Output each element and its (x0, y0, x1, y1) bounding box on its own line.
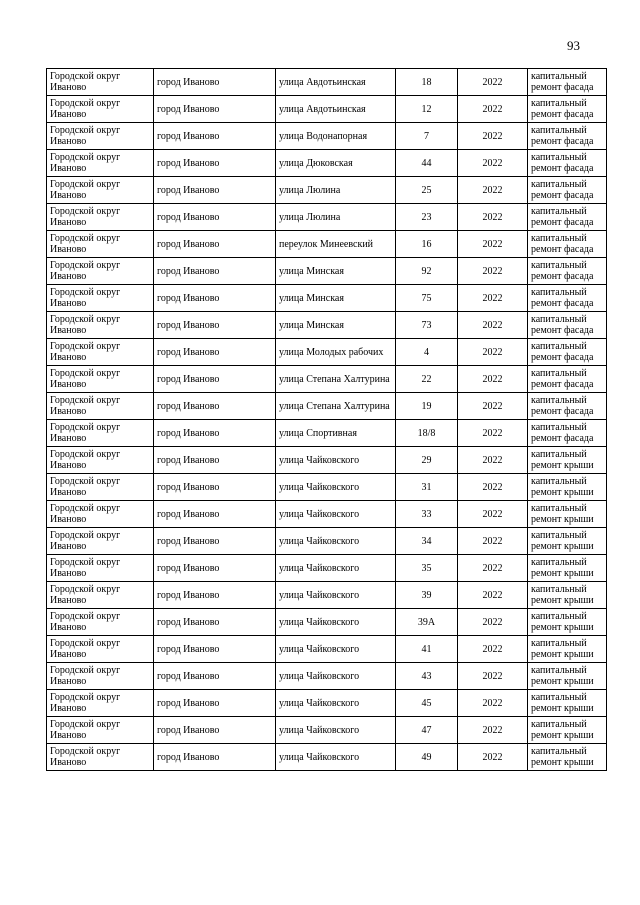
city-cell: город Иваново (154, 663, 276, 690)
municipal-district-cell: Городской округ Иваново (47, 285, 154, 312)
year-cell: 2022 (458, 501, 528, 528)
house-number-cell: 34 (396, 528, 458, 555)
city-cell: город Иваново (154, 636, 276, 663)
work-type-cell: капитальный ремонт фасада (528, 69, 607, 96)
city-cell: город Иваново (154, 447, 276, 474)
street-cell: улица Степана Халтурина (276, 366, 396, 393)
house-number-cell: 44 (396, 150, 458, 177)
municipal-district-cell: Городской округ Иваново (47, 447, 154, 474)
city-cell: город Иваново (154, 690, 276, 717)
year-cell: 2022 (458, 285, 528, 312)
street-cell: улица Водонапорная (276, 123, 396, 150)
work-type-cell: капитальный ремонт крыши (528, 690, 607, 717)
municipal-district-cell: Городской округ Иваново (47, 663, 154, 690)
year-cell: 2022 (458, 366, 528, 393)
house-number-cell: 25 (396, 177, 458, 204)
street-cell: улица Люлина (276, 177, 396, 204)
municipal-district-cell: Городской округ Иваново (47, 69, 154, 96)
city-cell: город Иваново (154, 150, 276, 177)
work-type-cell: капитальный ремонт крыши (528, 582, 607, 609)
table-row (47, 69, 607, 96)
year-cell: 2022 (458, 177, 528, 204)
work-type-cell: капитальный ремонт фасада (528, 312, 607, 339)
street-cell: улица Чайковского (276, 501, 396, 528)
municipal-district-cell: Городской округ Иваново (47, 582, 154, 609)
year-cell: 2022 (458, 339, 528, 366)
street-cell: улица Чайковского (276, 609, 396, 636)
municipal-district-cell: Городской округ Иваново (47, 501, 154, 528)
year-cell: 2022 (458, 447, 528, 474)
table-row (47, 123, 607, 150)
street-cell: улица Чайковского (276, 474, 396, 501)
table-row (47, 285, 607, 312)
municipal-district-cell: Городской округ Иваново (47, 258, 154, 285)
street-cell: улица Минская (276, 312, 396, 339)
work-type-cell: капитальный ремонт фасада (528, 366, 607, 393)
work-type-cell: капитальный ремонт фасада (528, 204, 607, 231)
table-row (47, 609, 607, 636)
year-cell: 2022 (458, 474, 528, 501)
work-type-cell: капитальный ремонт крыши (528, 447, 607, 474)
year-cell: 2022 (458, 690, 528, 717)
city-cell: город Иваново (154, 204, 276, 231)
table-row (47, 555, 607, 582)
city-cell: город Иваново (154, 393, 276, 420)
table-row (47, 501, 607, 528)
street-cell: улица Чайковского (276, 744, 396, 771)
city-cell: город Иваново (154, 744, 276, 771)
municipal-district-cell: Городской округ Иваново (47, 150, 154, 177)
house-number-cell: 4 (396, 339, 458, 366)
work-type-cell: капитальный ремонт фасада (528, 285, 607, 312)
year-cell: 2022 (458, 582, 528, 609)
table-row (47, 474, 607, 501)
work-type-cell: капитальный ремонт фасада (528, 339, 607, 366)
municipal-district-cell: Городской округ Иваново (47, 231, 154, 258)
street-cell: улица Чайковского (276, 636, 396, 663)
year-cell: 2022 (458, 150, 528, 177)
city-cell: город Иваново (154, 69, 276, 96)
work-type-cell: капитальный ремонт крыши (528, 663, 607, 690)
house-number-cell: 23 (396, 204, 458, 231)
municipal-district-cell: Городской округ Иваново (47, 123, 154, 150)
house-number-cell: 35 (396, 555, 458, 582)
work-type-cell: капитальный ремонт фасада (528, 123, 607, 150)
municipal-district-cell: Городской округ Иваново (47, 744, 154, 771)
work-type-cell: капитальный ремонт фасада (528, 231, 607, 258)
municipal-district-cell: Городской округ Иваново (47, 96, 154, 123)
street-cell: улица Минская (276, 285, 396, 312)
house-number-cell: 47 (396, 717, 458, 744)
municipal-district-cell: Городской округ Иваново (47, 636, 154, 663)
work-type-cell: капитальный ремонт фасада (528, 150, 607, 177)
work-type-cell: капитальный ремонт крыши (528, 744, 607, 771)
house-number-cell: 39 (396, 582, 458, 609)
table-row (47, 231, 607, 258)
table-row (47, 393, 607, 420)
municipal-district-cell: Городской округ Иваново (47, 339, 154, 366)
table-row (47, 339, 607, 366)
work-type-cell: капитальный ремонт крыши (528, 636, 607, 663)
city-cell: город Иваново (154, 528, 276, 555)
table-row (47, 96, 607, 123)
city-cell: город Иваново (154, 420, 276, 447)
city-cell: город Иваново (154, 312, 276, 339)
year-cell: 2022 (458, 717, 528, 744)
house-number-cell: 31 (396, 474, 458, 501)
house-number-cell: 39А (396, 609, 458, 636)
street-cell: улица Чайковского (276, 582, 396, 609)
municipal-district-cell: Городской округ Иваново (47, 204, 154, 231)
house-number-cell: 12 (396, 96, 458, 123)
city-cell: город Иваново (154, 555, 276, 582)
house-number-cell: 75 (396, 285, 458, 312)
city-cell: город Иваново (154, 474, 276, 501)
year-cell: 2022 (458, 96, 528, 123)
year-cell: 2022 (458, 744, 528, 771)
municipal-district-cell: Городской округ Иваново (47, 420, 154, 447)
street-cell: улица Авдотьинская (276, 69, 396, 96)
city-cell: город Иваново (154, 609, 276, 636)
work-type-cell: капитальный ремонт крыши (528, 528, 607, 555)
work-type-cell: капитальный ремонт крыши (528, 501, 607, 528)
house-number-cell: 73 (396, 312, 458, 339)
house-number-cell: 22 (396, 366, 458, 393)
work-type-cell: капитальный ремонт фасада (528, 96, 607, 123)
municipal-district-cell: Городской округ Иваново (47, 366, 154, 393)
year-cell: 2022 (458, 204, 528, 231)
work-type-cell: капитальный ремонт крыши (528, 717, 607, 744)
house-number-cell: 16 (396, 231, 458, 258)
work-type-cell: капитальный ремонт фасада (528, 393, 607, 420)
year-cell: 2022 (458, 420, 528, 447)
table-row (47, 258, 607, 285)
house-number-cell: 49 (396, 744, 458, 771)
house-number-cell: 33 (396, 501, 458, 528)
year-cell: 2022 (458, 528, 528, 555)
work-type-cell: капитальный ремонт крыши (528, 609, 607, 636)
table-row (47, 150, 607, 177)
city-cell: город Иваново (154, 366, 276, 393)
house-number-cell: 92 (396, 258, 458, 285)
table-row (47, 636, 607, 663)
table-row (47, 690, 607, 717)
city-cell: город Иваново (154, 285, 276, 312)
year-cell: 2022 (458, 231, 528, 258)
city-cell: город Иваново (154, 258, 276, 285)
street-cell: улица Авдотьинская (276, 96, 396, 123)
street-cell: улица Чайковского (276, 555, 396, 582)
table-row (47, 447, 607, 474)
table-row (47, 177, 607, 204)
year-cell: 2022 (458, 393, 528, 420)
house-number-cell: 45 (396, 690, 458, 717)
street-cell: улица Чайковского (276, 717, 396, 744)
municipal-district-cell: Городской округ Иваново (47, 393, 154, 420)
house-number-cell: 41 (396, 636, 458, 663)
house-number-cell: 7 (396, 123, 458, 150)
municipal-district-cell: Городской округ Иваново (47, 474, 154, 501)
city-cell: город Иваново (154, 339, 276, 366)
street-cell: улица Чайковского (276, 528, 396, 555)
table-row (47, 717, 607, 744)
municipal-district-cell: Городской округ Иваново (47, 690, 154, 717)
table-row (47, 582, 607, 609)
municipal-district-cell: Городской округ Иваново (47, 609, 154, 636)
table-row (47, 366, 607, 393)
street-cell: улица Чайковского (276, 447, 396, 474)
year-cell: 2022 (458, 258, 528, 285)
city-cell: город Иваново (154, 96, 276, 123)
work-type-cell: капитальный ремонт фасада (528, 258, 607, 285)
year-cell: 2022 (458, 312, 528, 339)
house-number-cell: 18/8 (396, 420, 458, 447)
street-cell: улица Минская (276, 258, 396, 285)
repair-register-table (46, 68, 607, 771)
municipal-district-cell: Городской округ Иваново (47, 528, 154, 555)
page-number: 93 (567, 38, 580, 53)
municipal-district-cell: Городской округ Иваново (47, 717, 154, 744)
table-row (47, 204, 607, 231)
year-cell: 2022 (458, 663, 528, 690)
year-cell: 2022 (458, 609, 528, 636)
year-cell: 2022 (458, 636, 528, 663)
street-cell: переулок Минеевский (276, 231, 396, 258)
street-cell: улица Люлина (276, 204, 396, 231)
street-cell: улица Спортивная (276, 420, 396, 447)
street-cell: улица Степана Халтурина (276, 393, 396, 420)
table-row (47, 663, 607, 690)
house-number-cell: 43 (396, 663, 458, 690)
city-cell: город Иваново (154, 501, 276, 528)
municipal-district-cell: Городской округ Иваново (47, 312, 154, 339)
house-number-cell: 29 (396, 447, 458, 474)
street-cell: улица Чайковского (276, 690, 396, 717)
city-cell: город Иваново (154, 177, 276, 204)
work-type-cell: капитальный ремонт крыши (528, 555, 607, 582)
city-cell: город Иваново (154, 123, 276, 150)
city-cell: город Иваново (154, 231, 276, 258)
street-cell: улица Молодых рабочих (276, 339, 396, 366)
work-type-cell: капитальный ремонт фасада (528, 177, 607, 204)
street-cell: улица Чайковского (276, 663, 396, 690)
table-row (47, 528, 607, 555)
year-cell: 2022 (458, 69, 528, 96)
street-cell: улица Дюковская (276, 150, 396, 177)
table-row (47, 420, 607, 447)
work-type-cell: капитальный ремонт фасада (528, 420, 607, 447)
table-row (47, 312, 607, 339)
year-cell: 2022 (458, 123, 528, 150)
city-cell: город Иваново (154, 582, 276, 609)
municipal-district-cell: Городской округ Иваново (47, 177, 154, 204)
house-number-cell: 19 (396, 393, 458, 420)
register-table-body (47, 69, 607, 771)
work-type-cell: капитальный ремонт крыши (528, 474, 607, 501)
municipal-district-cell: Городской округ Иваново (47, 555, 154, 582)
table-row (47, 744, 607, 771)
house-number-cell: 18 (396, 69, 458, 96)
year-cell: 2022 (458, 555, 528, 582)
city-cell: город Иваново (154, 717, 276, 744)
